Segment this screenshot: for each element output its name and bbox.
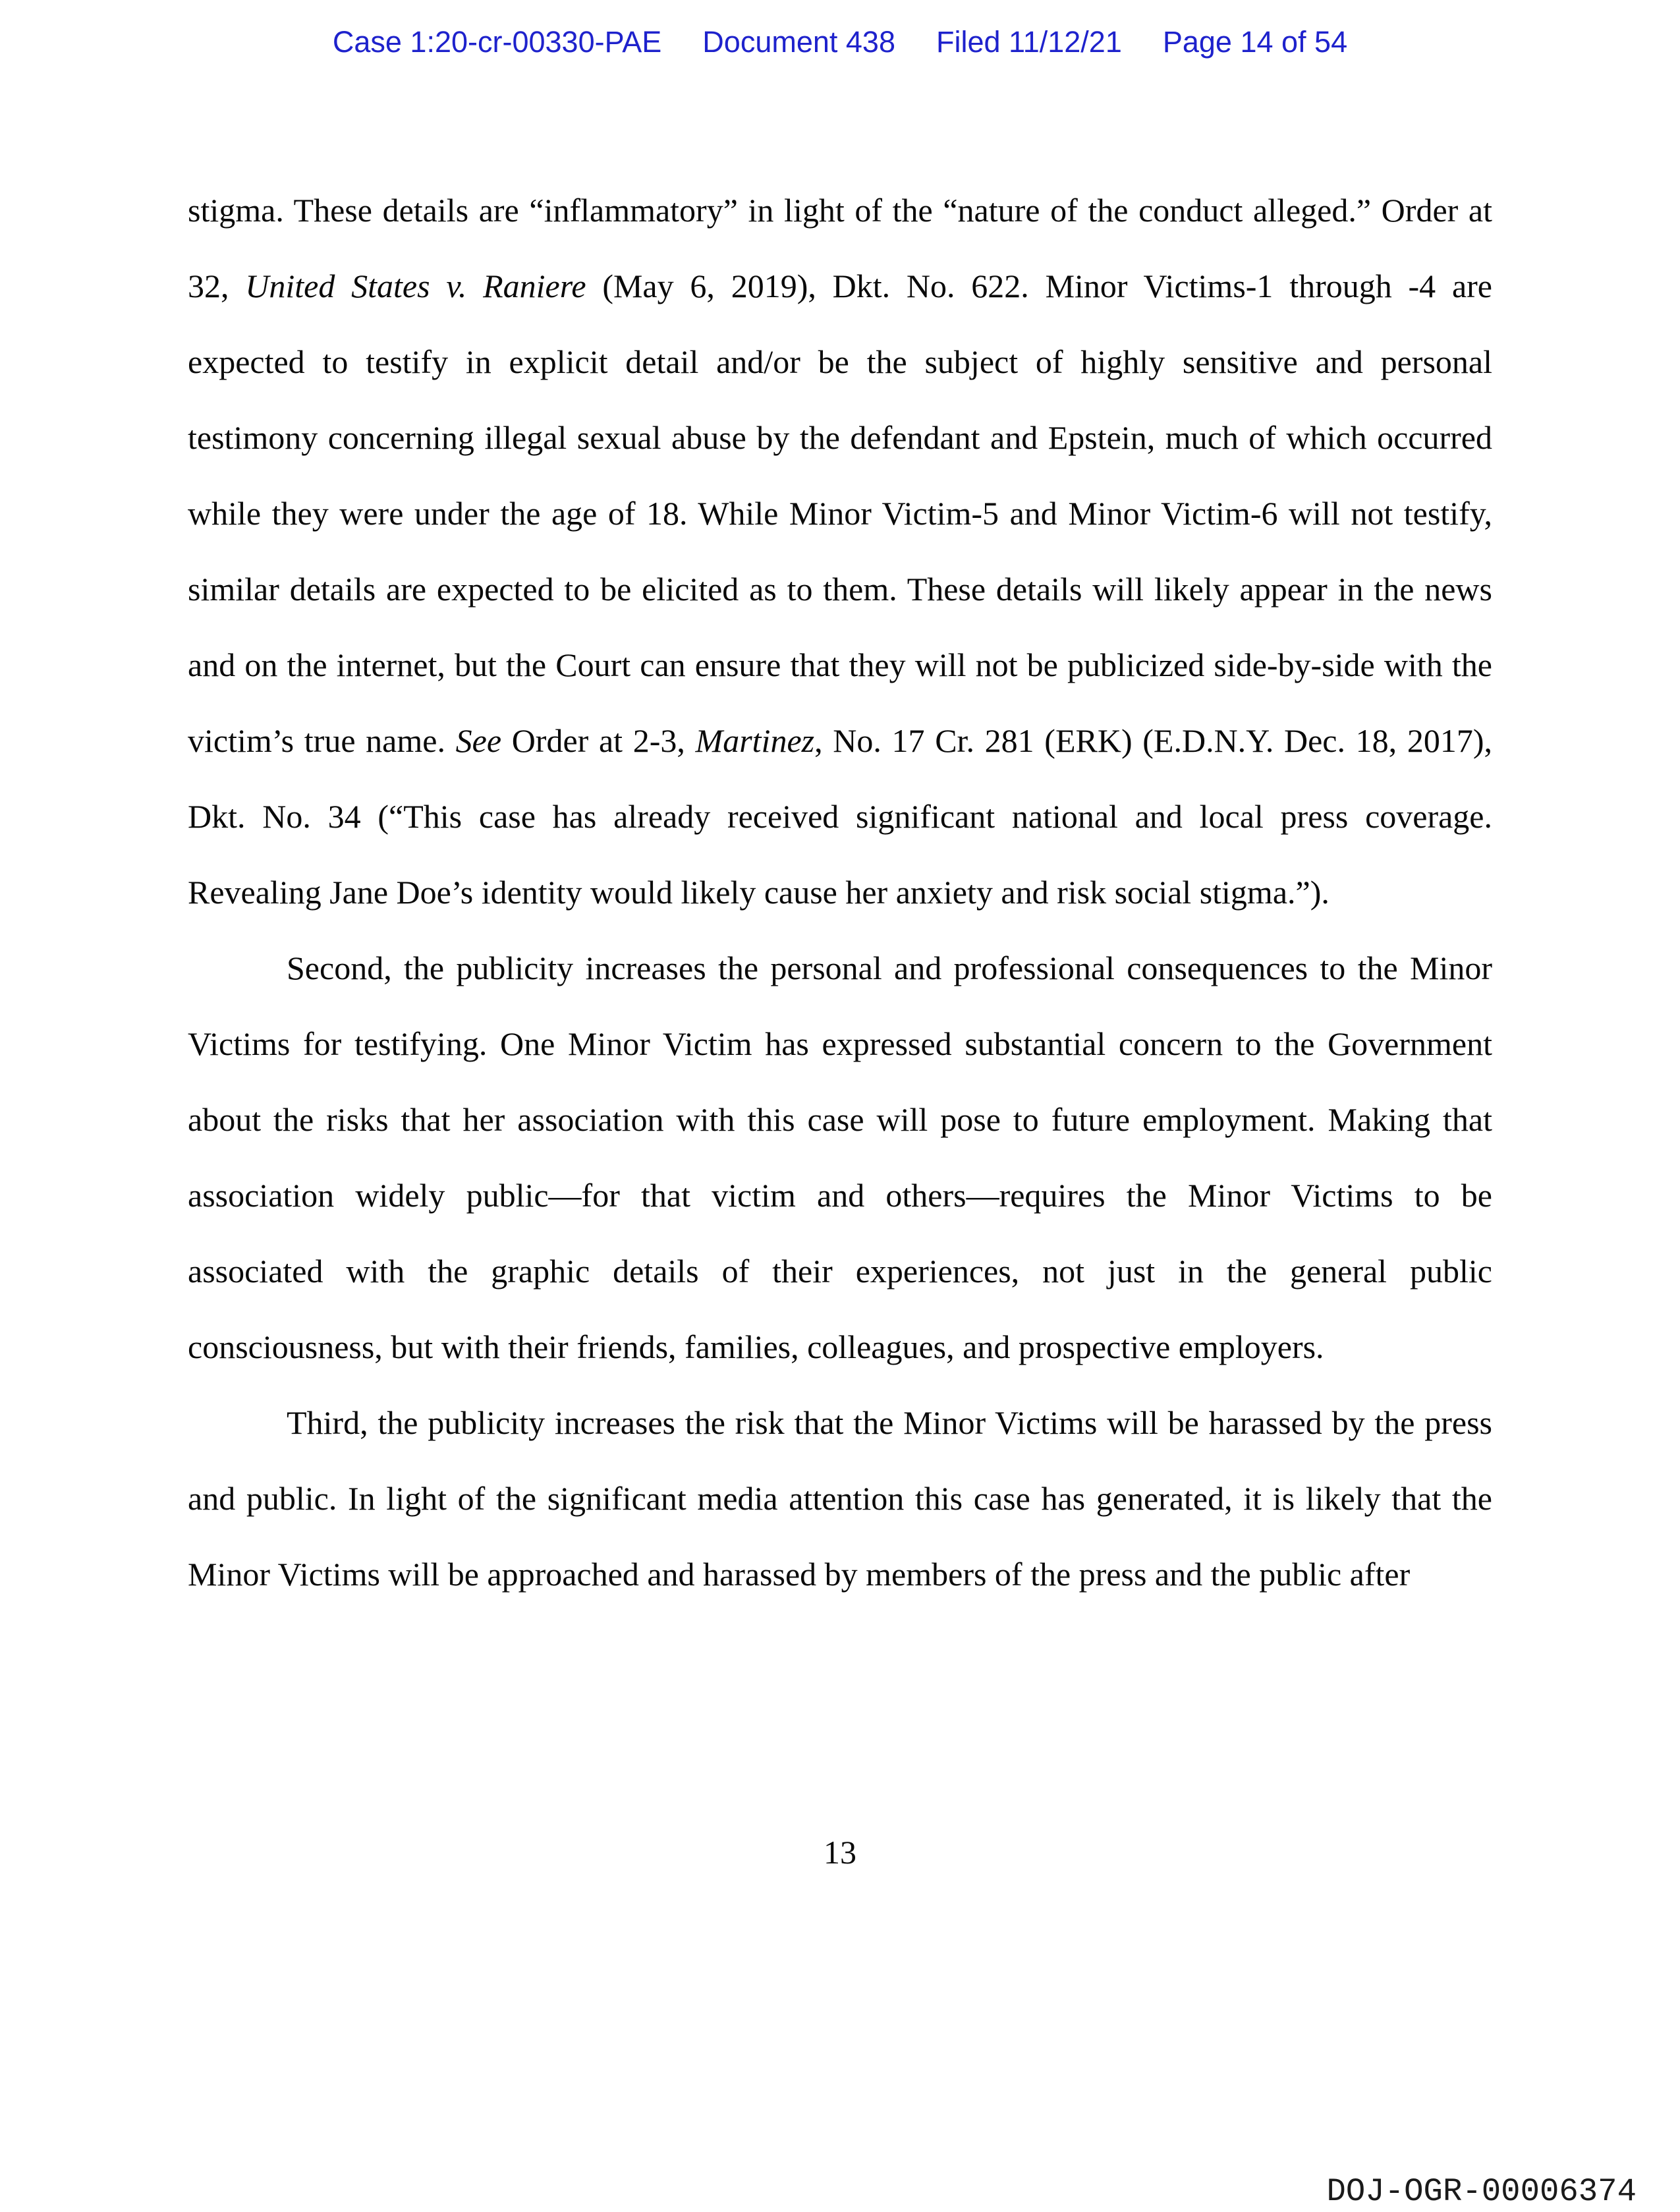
text-run: Second, the publicity increases the personal and professional consequences to the Minor Victims for testifying. One Minor Victim has expressed substantial concern to the Government about the risks that her association with this case will pose to future employment. Making that association widely public—for that victim and others—requires the Minor Victims to be associated with the graphic details of their experiences, not just in the general public consciousness, but with their friends, families, colleagues, and prospective employers. — [188, 950, 1492, 1365]
header-page-info: Page 14 of 54 — [1162, 25, 1348, 59]
page-number: 13 — [824, 1834, 856, 1871]
ecf-case-header — [0, 25, 1680, 59]
paragraph — [188, 1385, 1492, 1612]
paragraph — [188, 930, 1492, 1385]
document-body — [188, 173, 1492, 1612]
header-document-number: Document 438 — [702, 25, 895, 59]
text-run: (May 6, 2019), Dkt. No. 622. Minor Victims-1 through -4 are expected to testify in explicit detail and/or be the subject of highly sensitive and personal testimony concerning illegal sexual abuse by the defendant and Epstein, much of which occurred while they were under the age of 18. While Minor Victim-5 and Minor Victim-6 will not testify, similar details are expected to be elicited as to them. These details will likely appear in the news and on the internet, but the Court can ensure that they will not be publicized side-by-side with the victim’s true name. — [188, 268, 1492, 759]
italic-text-run: Martinez — [695, 722, 815, 759]
header-filed-date: Filed 11/12/21 — [936, 25, 1122, 59]
text-run: stigma. These details are “inflammatory” in light of the “nature of the conduct alleged.” Order at 32, — [188, 192, 1492, 304]
text-run: Third, the publicity increases the risk that the Minor Victims will be harassed by the press and public. In light of the significant media attention this case has generated, it is likely that the Minor Victims will be approached and harassed by members of the press and the public after — [188, 1404, 1492, 1593]
italic-text-run: See — [455, 722, 502, 759]
italic-text-run: United States v. Raniere — [245, 268, 586, 304]
paragraph — [188, 173, 1492, 930]
bates-number: DOJ-OGR-00006374 — [1326, 2173, 1637, 2210]
header-case-number: Case 1:20-cr-00330-PAE — [332, 25, 662, 59]
text-run: , No. 17 Cr. 281 (ERK) (E.D.N.Y. Dec. 18, 2017), Dkt. No. 34 (“This case has already received significant national and local press coverage. Revealing Jane Doe’s identity would likely cause her anxiety and risk social stigma.”). — [188, 722, 1492, 911]
text-run: Order at 2-3, — [501, 722, 696, 759]
